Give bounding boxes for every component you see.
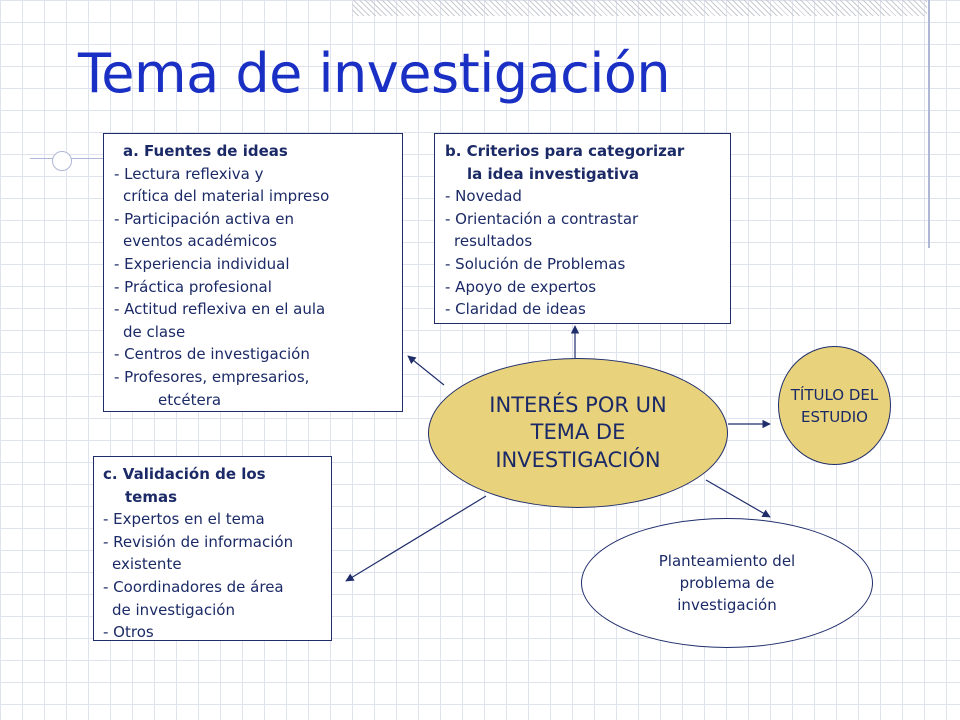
box-a-line: a. Fuentes de ideas [123, 142, 288, 160]
box-c-line: - Revisión de información [103, 532, 294, 551]
box-c-line: - Expertos en el tema [103, 510, 265, 529]
box-a-line: - Participación activa en [114, 209, 295, 228]
box-c-line: temas [125, 487, 178, 506]
central-label: INTERÉS POR UN TEMA DE INVESTIGACIÓN [489, 392, 667, 472]
titulo-label: TÍTULO DEL ESTUDIO [790, 385, 879, 426]
box-c-line: de investigación [112, 600, 235, 619]
box-b-line: - Apoyo de expertos [445, 277, 597, 296]
box-b-line: - Orientación a contrastar [445, 209, 639, 228]
arrow-to-planteamiento [706, 480, 770, 517]
box-c-line: - Otros [103, 623, 154, 642]
box-b-line: b. Criterios para categorizar [445, 142, 685, 160]
titulo-ellipse [778, 346, 891, 465]
box-validacion [93, 456, 332, 641]
box-b-line: - Claridad de ideas [445, 300, 586, 319]
arrow-to-box-c [346, 496, 486, 581]
box-a-line: eventos académicos [123, 232, 277, 251]
planteamiento-label: Planteamiento del problema de investigación [658, 552, 796, 614]
box-c-line: existente [112, 555, 182, 574]
planteamiento-ellipse [581, 518, 873, 648]
central-ellipse [428, 358, 728, 508]
box-criterios [434, 133, 731, 324]
box-b-line: - Solución de Problemas [445, 254, 626, 273]
box-a-line: crítica del material impreso [123, 187, 330, 206]
box-b-line: resultados [454, 232, 533, 251]
arrow-to-box-a [408, 356, 444, 385]
box-c-line: - Coordinadores de área [103, 577, 284, 596]
box-b-line: la idea investigativa [467, 164, 639, 183]
box-a-line: de clase [123, 322, 186, 341]
box-a-line: - Lectura reflexiva y [114, 164, 264, 183]
box-a-line: - Experiencia individual [114, 254, 290, 273]
box-c-line: c. Validación de los [103, 465, 266, 483]
box-a-line: - Actitud reflexiva en el aula [114, 300, 326, 319]
box-a-line: - Práctica profesional [114, 277, 272, 296]
box-a-line: - Centros de investigación [114, 345, 310, 364]
box-b-line: - Novedad [445, 187, 522, 206]
box-fuentes-de-ideas [103, 133, 403, 412]
box-a-line: - Profesores, empresarios, [114, 367, 310, 386]
box-a-line: etcétera [158, 390, 222, 409]
slide-title: Tema de investigación [78, 42, 671, 105]
